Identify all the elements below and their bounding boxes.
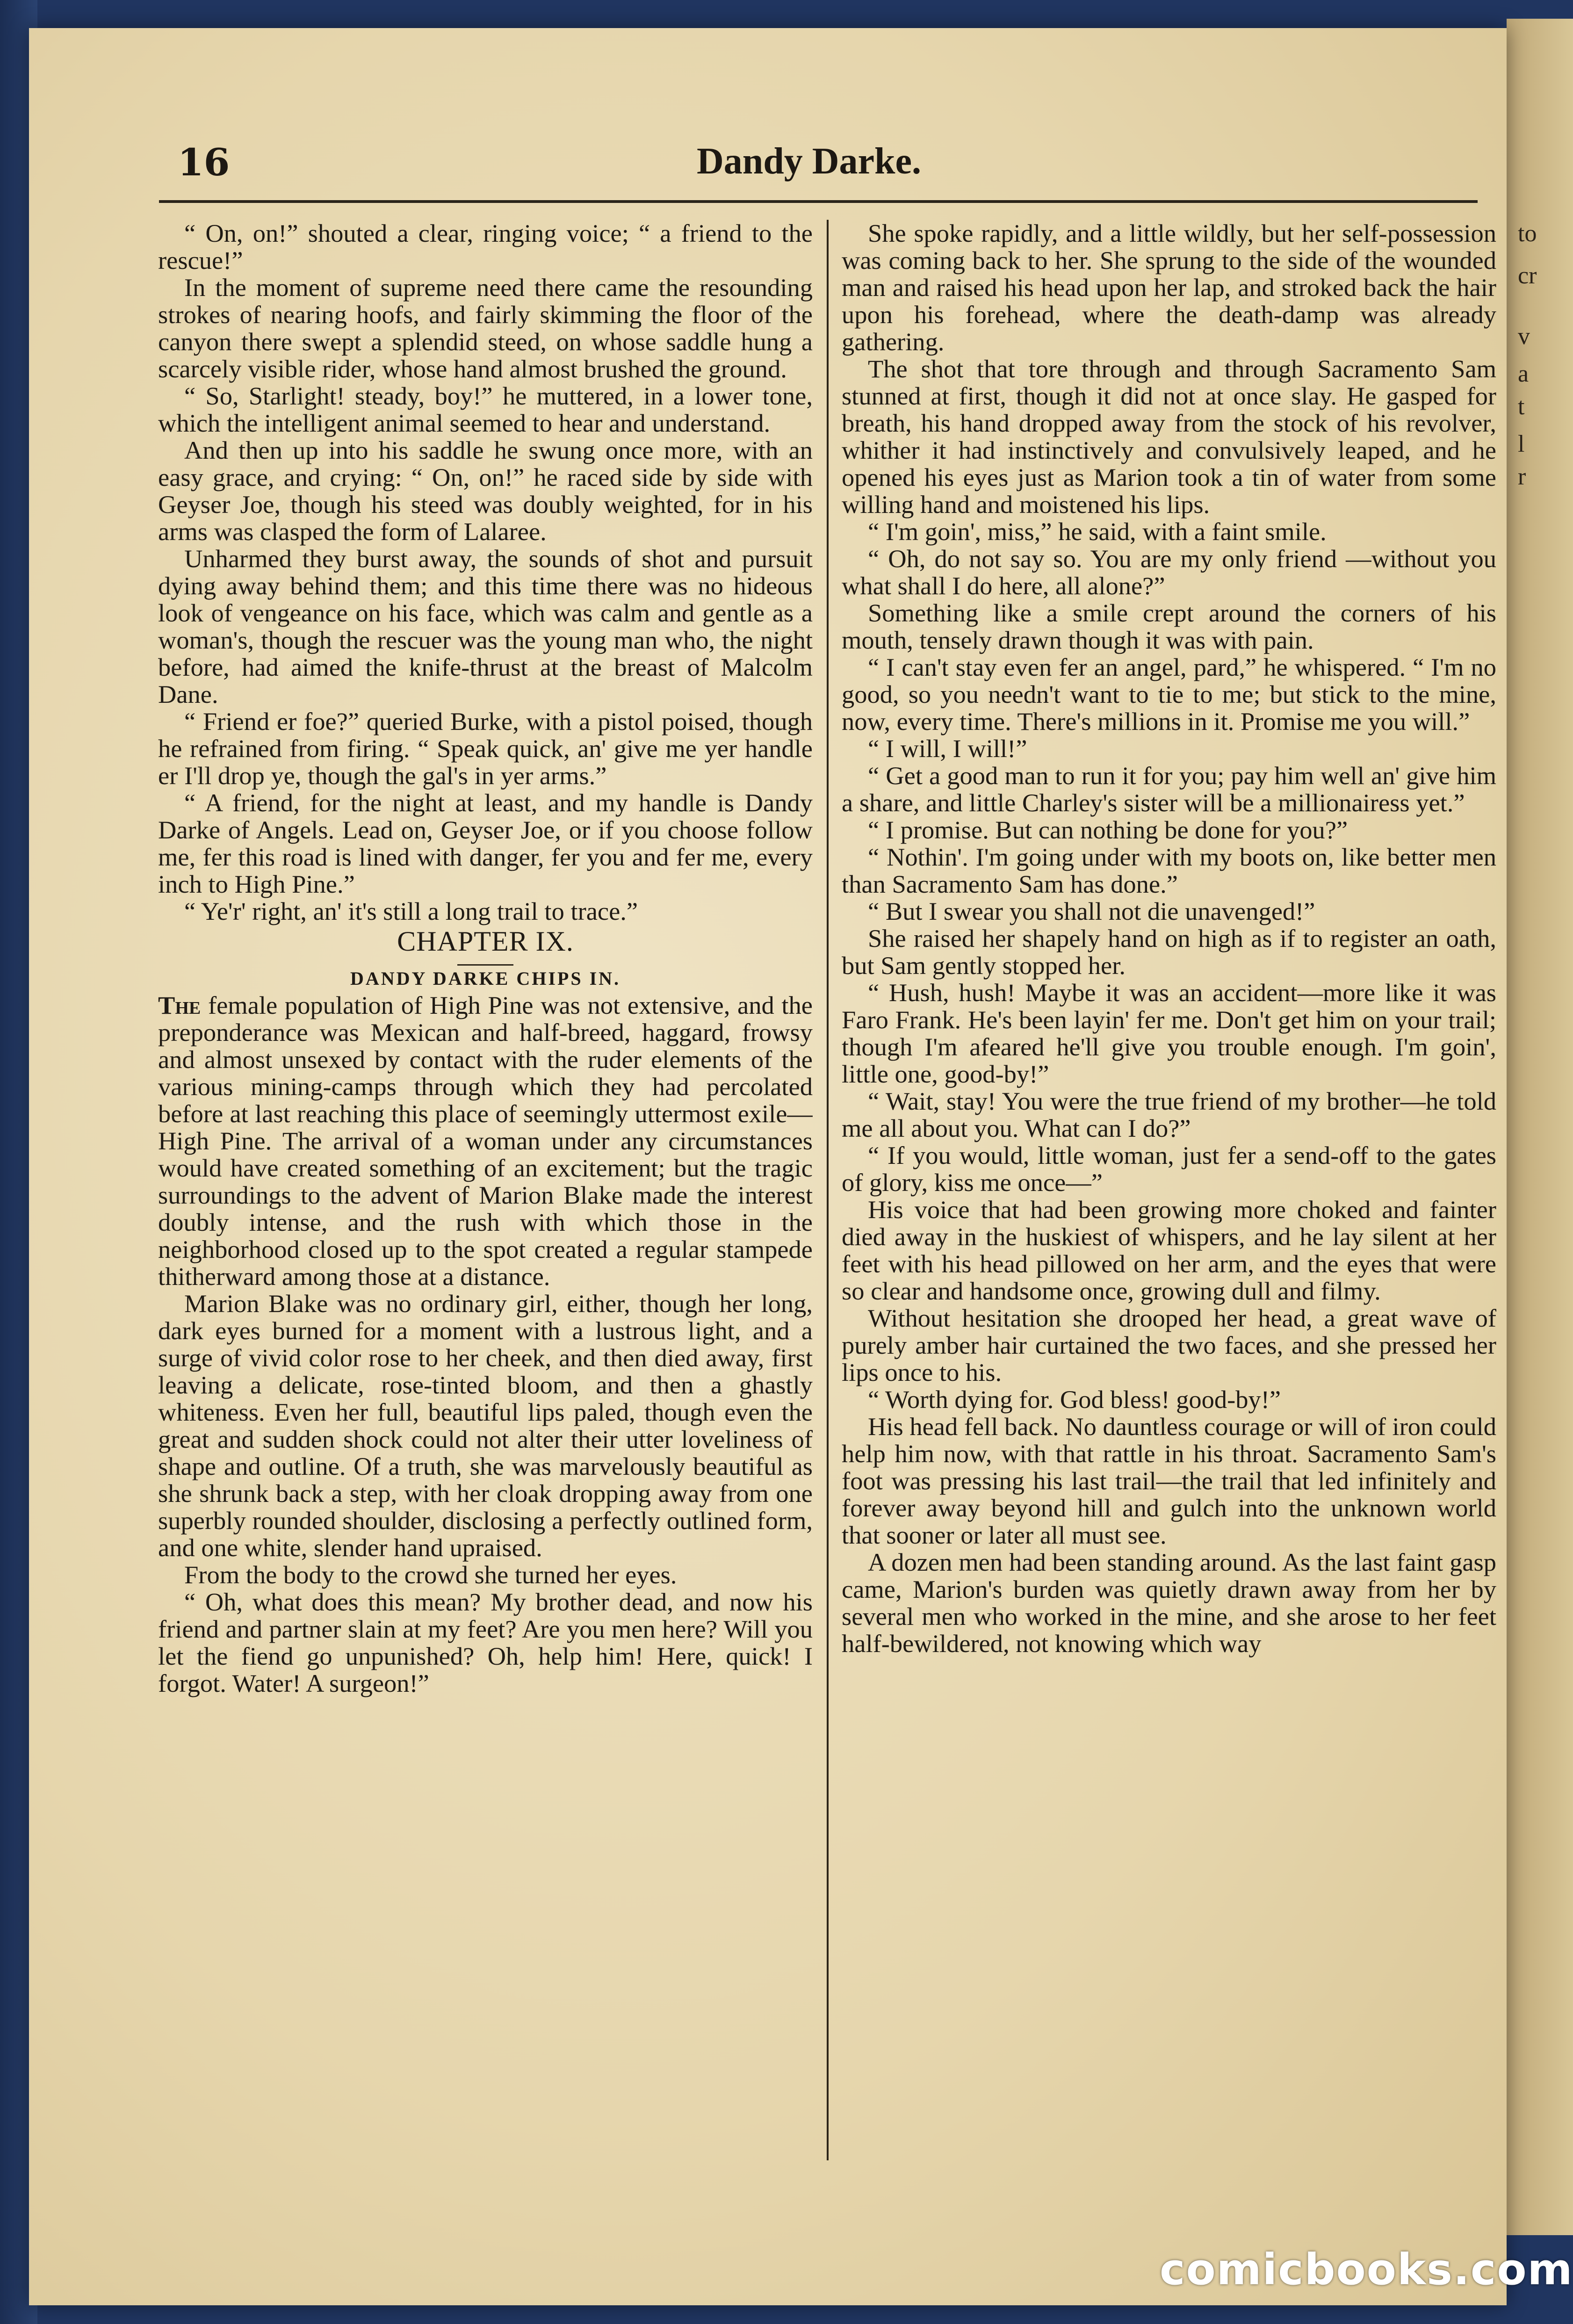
right-column-paragraphs (842, 220, 1496, 1657)
paragraph: “ Oh, what does this mean? My brother dead, and now his friend and partner slain at my feet? Are you men here? Will you let the fiend go unpunished? Oh, help him! Here, quick! I forgot. Water! A surgeon!” (158, 1588, 813, 1697)
running-title: Dandy Darke. (696, 141, 922, 182)
chapter-first-word: The (158, 991, 201, 1019)
paragraph: And then up into his saddle he swung once more, with an easy grace, and crying: “ On, on!” he raced side by side with Geyser Joe, though his steed was doubly weighted, for in his arms was clasped the form of Lalaree. (158, 436, 813, 546)
paragraph: “ I'm goin', miss,” he said, with a faint smile. (868, 517, 1327, 546)
adjacent-page-fragment: v (1518, 323, 1530, 350)
adjacent-page-fragment: t (1518, 393, 1525, 420)
paragraph: “ Nothin'. I'm going under with my boots on, like better men than Sacramento Sam has done.” (842, 843, 1496, 898)
paragraph: “ On, on!” shouted a clear, ringing voice; “ a friend to the rescue!” (158, 220, 813, 274)
adjacent-page-fragment: a (1518, 361, 1529, 387)
paragraph: “ Friend er foe?” queried Burke, with a pistol poised, though he refrained from firing. “ Speak quick, an' give me yer handle er I'll drop ye, though the gal's in yer arms.” (158, 707, 813, 790)
watermark: comicbooks.com (1160, 2245, 1573, 2295)
paragraph: “ If you would, little woman, just fer a send-off to the gates of glory, kiss me once—” (842, 1141, 1496, 1197)
adjacent-page-edge (1507, 19, 1573, 2235)
chapter-subtitle: DANDY DARKE CHIPS IN. (350, 968, 621, 989)
paragraph: “ I can't stay even fer an angel, pard,” he whispered. “ I'm no good, so you needn't want to tie to me; but stick to the mine, now, every time. There's millions in it. Promise me you will.” (842, 653, 1496, 736)
right-column (842, 220, 1496, 2165)
paragraph: “ Worth dying for. God bless! good-by!” (868, 1385, 1281, 1414)
adjacent-page-fragment: l (1518, 431, 1525, 457)
paragraph: His voice that had been growing more choked and fainter died away in the huskiest of whispers, and he lay silent at her feet with his head pillowed on her arm, and the eyes that were so clear and handsome once, growing dull and filmy. (842, 1195, 1496, 1305)
paragraph: “ Oh, do not say so. You are my only friend —without you what shall I do here, all alone?” (842, 544, 1496, 600)
left-column-paragraphs-after (158, 1290, 813, 1697)
paragraph: “ Hush, hush! Maybe it was an accident—more like it was Faro Frank. He's been layin' fer me. Don't get him on your trail; though I'm afeared he'll give you trouble enough. I'm goin', little one, good-by!” (842, 978, 1496, 1088)
paragraph: In the moment of supreme need there came the resounding strokes of nearing hoofs, and fairly skimming the floor of the canyon there swept a splendid steed, on whose saddle hung a scarcely visible rider, whose hand almost brushed the ground. (158, 273, 813, 383)
left-column (158, 220, 813, 2165)
adjacent-page-fragment: r (1518, 463, 1526, 490)
paragraph: “ A friend, for the night at least, and my handle is Dandy Darke of Angels. Lead on, Geyser Joe, or if you choose follow me, fer this road is lined with danger, fer you and fer me, every inch to High Pine.” (158, 788, 813, 898)
paragraph: The shot that tore through and through Sacramento Sam stunned at first, though it did not at once slay. He gasped for breath, his hand dropped away from the stock of his revolver, whither it had instinctively and convulsively leaped, and he opened his eyes just as Marion took a tin of water from some willing hand and moistened his lips. (842, 354, 1496, 519)
paragraph: A dozen men had been standing around. As the last faint gasp came, Marion's burden was quietly drawn away from her by several men who worked in the mine, and she arose to her feet half-bewildered, not knowing which way (842, 1548, 1496, 1658)
paragraph: “ But I swear you shall not die unavenged!” (868, 897, 1315, 925)
adjacent-page-fragment: cr (1518, 262, 1537, 289)
paragraph: “ Wait, stay! You were the true friend of my brother—he told me all about you. What can I do?” (842, 1087, 1496, 1142)
left-column-paragraphs (158, 220, 813, 925)
paragraph: She spoke rapidly, and a little wildly, but her self-possession was coming back to her. She sprung to the side of the wounded man and raised his head upon her lap, and stroked back the hair upon his forehead, where the death-damp was already gathering. (842, 220, 1496, 356)
paragraph: “ Ye'r' right, an' it's still a long trail to trace.” (184, 897, 638, 925)
header-rule (159, 200, 1478, 203)
paragraph: “ I will, I will!” (868, 734, 1027, 763)
chapter-first-paragraph-text: female population of High Pine was not extensive, and the preponderance was Mexican and half-breed, haggard, frowsy and almost unsexed by contact with the ruder elements of the various mining-camps through which they had percolated before at last reaching this place of seemingly uttermost exile—High Pine. The arrival of a woman under any circumstances would have created something of an excitement; but the tragic surroundings to the advent of Marion Blake made the interest doubly intense, and the rush with which those in the neighborhood closed up to the spot created a regular stampede thitherward among those at a distance. (158, 991, 813, 1291)
column-divider (827, 220, 829, 2160)
paragraph: “ I promise. But can nothing be done for you?” (868, 816, 1348, 844)
paragraph: Marion Blake was no ordinary girl, either, though her long, dark eyes burned for a moment with a lustrous light, and a surge of vivid color rose to her cheek, and then died away, first leaving a delicate, rose-tinted bloom, and then a ghastly whiteness. Even her full, beautiful lips paled, though even the great and sudden shock could not alter their utter loveliness of shape and outline. Of a truth, she was marvelously beautiful as she shrunk back a step, with her cloak dropping away from one superbly rounded shoulder, disclosing a perfectly outlined form, and one white, slender hand upraised. (158, 1289, 813, 1562)
chapter-first-paragraph (158, 992, 813, 1290)
paragraph: Without hesitation she drooped her head, a great wave of purely amber hair curtained the two faces, and she pressed her lips once to his. (842, 1304, 1496, 1386)
paragraph: Unharmed they burst away, the sounds of shot and pursuit dying away behind them; and this time there was no hideous look of vengeance on his face, which was calm and gentle as a woman's, though the rescuer was the young man who, the night before, had aimed the knife-thrust at the breast of Malcolm Dane. (158, 544, 813, 708)
page-header (140, 131, 1478, 182)
paragraph: She raised her shapely hand on high as if to register an oath, but Sam gently stopped her. (842, 924, 1496, 980)
paragraph: “ So, Starlight! steady, boy!” he muttered, in a lower tone, which the intelligent animal seemed to hear and understand. (158, 382, 813, 437)
adjacent-page-fragment: to (1518, 220, 1537, 247)
page-number: 16 (178, 140, 230, 184)
chapter-title: CHAPTER IX. (397, 926, 574, 957)
paragraph: His head fell back. No dauntless courage or will of iron could help him now, with that rattle in his throat. Sacramento Sam's foot was pressing his last trail—the trail that led infinitely and forever away beyond hill and gulch into the unknown world that sooner or later all must see. (842, 1412, 1496, 1549)
paragraph: Something like a smile crept around the corners of his mouth, tensely drawn though it was with pain. (842, 599, 1496, 654)
paragraph: From the body to the crowd she turned her eyes. (184, 1560, 677, 1589)
paragraph: “ Get a good man to run it for you; pay him well an' give him a share, and little Charley's sister will be a millionairess yet.” (842, 761, 1496, 817)
